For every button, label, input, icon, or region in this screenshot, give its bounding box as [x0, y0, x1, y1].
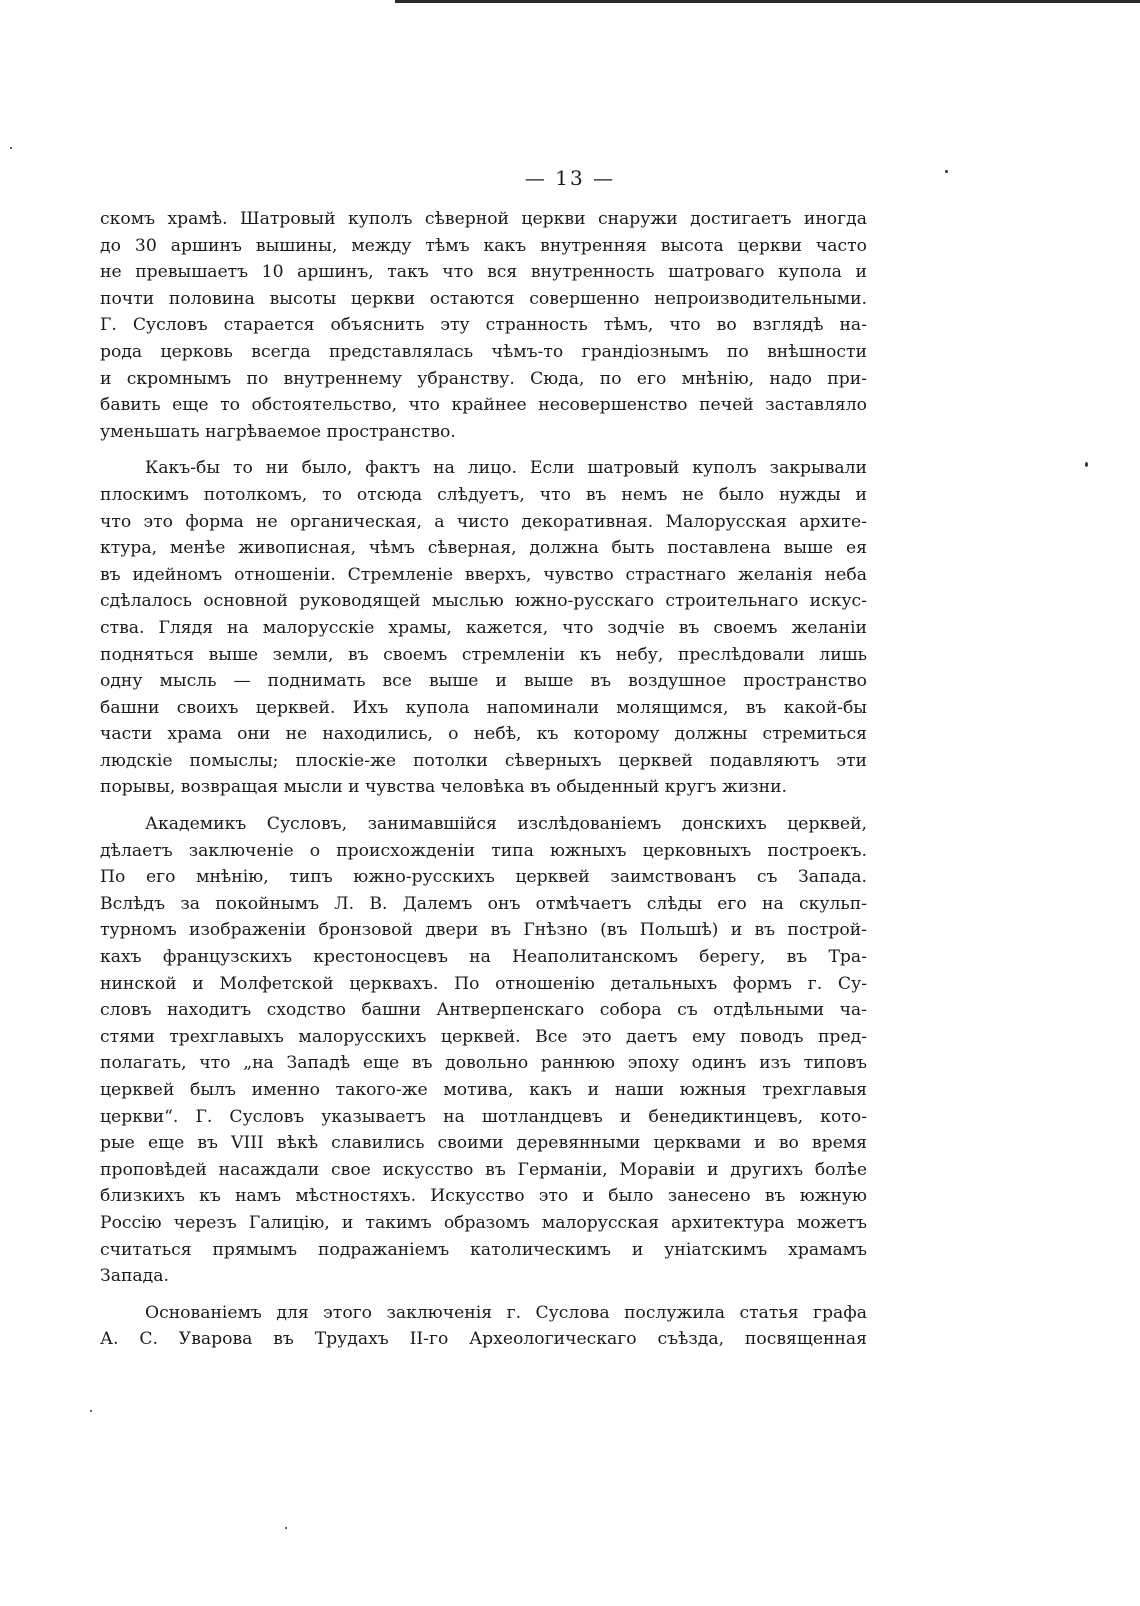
text-line: скомъ храмѣ. Шатровый куполъ сѣверной церкви снаружи достигаетъ иногда	[100, 209, 867, 229]
paragraph-4	[100, 1300, 867, 1353]
text-line: А. С. Уварова въ Трудахъ II-го Археологическаго съѣзда, посвященная	[100, 1329, 867, 1350]
text-line: и скромнымъ по внутреннему убранству. Сюда, по его мнѣнію, надо при-	[100, 368, 867, 389]
text-line: не превышаетъ 10 аршинъ, такъ что вся внутренность шатроваго купола и	[100, 262, 867, 283]
text-line: дѣлаетъ заключеніе о происхожденіи типа южныхъ церковныхъ построекъ.	[100, 840, 867, 861]
scan-speck	[90, 1410, 92, 1412]
top-edge-rule	[395, 0, 1140, 3]
text-line: ства. Глядя на малорусскіе храмы, кажется, что зодчіе въ своемъ желаніи	[100, 617, 867, 638]
body-text	[100, 206, 867, 1363]
text-line: близкихъ къ намъ мѣстностяхъ. Искусство это и было занесено въ южную	[100, 1186, 867, 1207]
text-line: подняться выше земли, въ своемъ стремленіи къ небу, преслѣдовали лишь	[100, 644, 867, 665]
text-line: Академикъ Сусловъ, занимавшійся изслѣдованіемъ донскихъ церквей,	[145, 814, 867, 835]
paragraph-3	[100, 811, 867, 1290]
text-line: Какъ-бы то ни было, фактъ на лицо. Если шатровый куполъ закрывали	[145, 458, 867, 479]
text-line: кахъ французскихъ крестоносцевъ на Неаполитанскомъ берегу, въ Тра-	[100, 947, 867, 968]
text-line: плоскимъ потолкомъ, то отсюда слѣдуетъ, что въ немъ не было нужды и	[100, 484, 867, 505]
text-line: полагать, что „на Западѣ еще въ довольно раннюю эпоху одинъ изъ типовъ	[100, 1053, 867, 1074]
paragraph-2	[100, 455, 867, 801]
text-line: почти половина высоты церкви остаются совершенно непроизводительными.	[100, 288, 867, 309]
text-line: сдѣлалось основной руководящей мыслью южно-русскаго строительнаго искус-	[100, 591, 867, 612]
text-line: турномъ изображеніи бронзовой двери въ Гнѣзно (въ Польшѣ) и въ построй-	[100, 920, 867, 941]
text-line: По его мнѣнію, типъ южно-русскихъ церквей заимствованъ съ Запада.	[100, 867, 867, 888]
page-number: — 13 —	[524, 166, 616, 190]
text-line: бавить еще то обстоятельство, что крайнее несовершенство печей заставляло	[100, 395, 867, 416]
text-line: Вслѣдъ за покойнымъ Л. В. Далемъ онъ отмѣчаетъ слѣды его на скульп-	[100, 893, 867, 914]
text-line: что это форма не органическая, а чисто декоративная. Малорусская архите-	[100, 511, 867, 532]
text-line: до 30 аршинъ вышины, между тѣмъ какъ внутренняя высота церкви часто	[100, 235, 867, 256]
scan-speck	[945, 170, 948, 173]
paragraph-1	[100, 206, 867, 445]
text-line: церкви“. Г. Сусловъ указываетъ на шотландцевъ и бенедиктинцевъ, кото-	[100, 1106, 867, 1127]
scan-speck	[285, 1527, 287, 1529]
text-line: нинской и Молфетской церквахъ. По отношенію детальныхъ формъ г. Су-	[100, 973, 867, 994]
text-line: порывы, возвращая мысли и чувства человѣка въ обыденный кругъ жизни.	[100, 777, 788, 798]
scan-speck	[10, 147, 12, 149]
text-line: одну мысль — поднимать все выше и выше въ воздушное пространство	[100, 671, 867, 692]
text-line: Россію черезъ Галицію, и такимъ образомъ малорусская архитектура можетъ	[100, 1212, 867, 1233]
text-line: части храма они не находились, о небѣ, къ которому должны стремиться	[100, 724, 867, 745]
text-line: церквей былъ именно такого-же мотива, какъ и наши южныя трехглавыя	[100, 1080, 867, 1100]
text-line: въ идейномъ отношеніи. Стремленіе вверхъ, чувство страстнаго желанія неба	[100, 564, 867, 585]
text-line: стями трехглавыхъ малорусскихъ церквей. Все это даетъ ему поводъ пред-	[100, 1026, 867, 1047]
text-line: Запада.	[100, 1266, 169, 1287]
text-line: рода церковь всегда представлялась чѣмъ-то грандіознымъ по внѣшности	[100, 341, 867, 362]
text-line: башни своихъ церквей. Ихъ купола напоминали молящимся, въ какой-бы	[100, 697, 867, 718]
text-line: ктура, менѣе живописная, чѣмъ сѣверная, должна быть поставлена выше ея	[100, 538, 867, 559]
text-line: Основаніемъ для этого заключенія г. Суслова послужила статья графа	[145, 1302, 867, 1323]
text-line: Г. Сусловъ старается объяснить эту странность тѣмъ, что во взглядѣ на-	[100, 315, 867, 336]
scan-speck	[1085, 462, 1088, 467]
text-line: людскіе помыслы; плоскіе-же потолки сѣверныхъ церквей подавляютъ эти	[100, 750, 867, 771]
text-line: словъ находитъ сходство башни Антверпенскаго собора съ отдѣльными ча-	[100, 1000, 867, 1021]
text-line: рые еще въ VIII вѣкѣ славились своими деревянными церквами и во время	[100, 1133, 867, 1154]
text-line: проповѣдей насаждали свое искусство въ Германіи, Моравіи и другихъ болѣе	[100, 1159, 867, 1180]
text-line: уменьшать нагрѣваемое пространство.	[100, 421, 456, 442]
text-line: считаться прямымъ подражаніемъ католическимъ и уніатскимъ храмамъ	[100, 1239, 867, 1260]
